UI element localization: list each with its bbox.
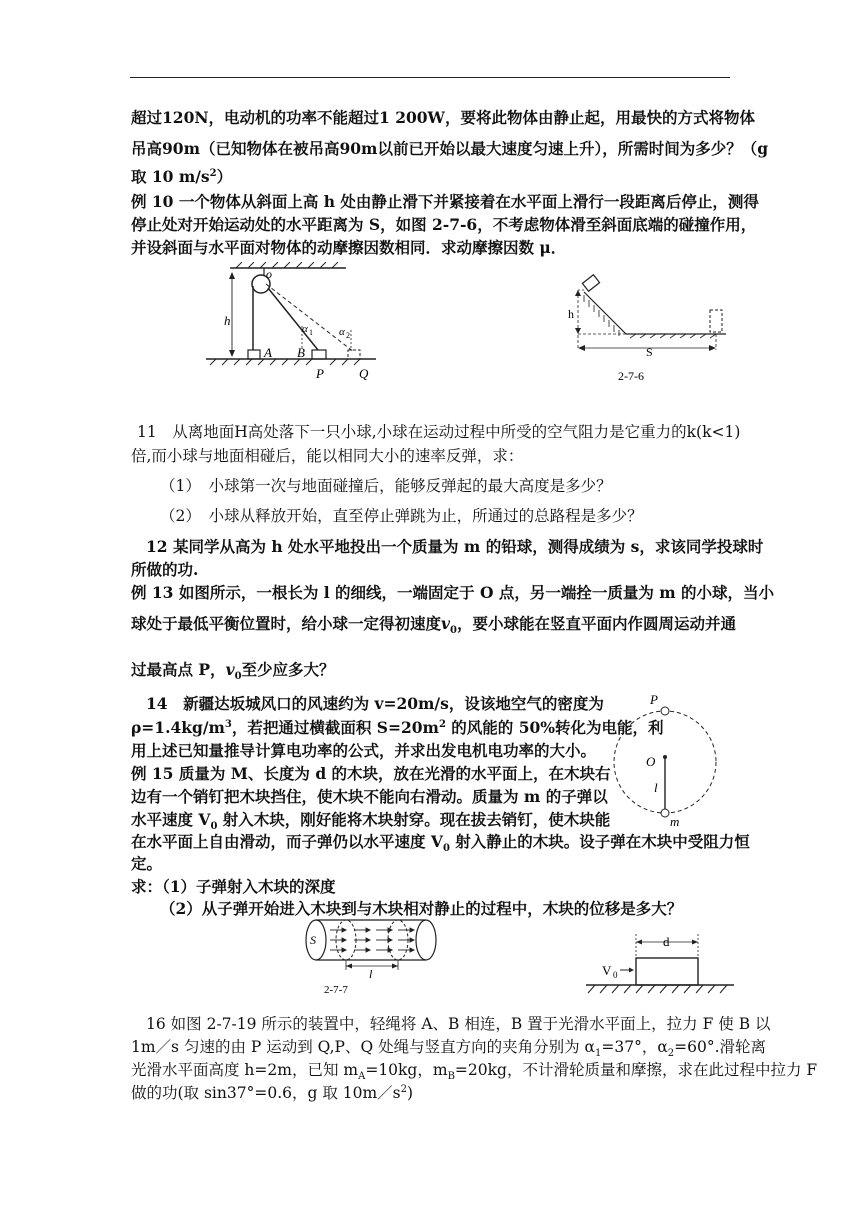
incline-figure xyxy=(556,268,736,386)
problem-14-title: 14 新疆达坂城风口的风速约为 v=20m/s，设该地空气的密度为 xyxy=(146,694,604,713)
label-q: Q xyxy=(359,366,369,381)
circle-figure xyxy=(606,690,724,828)
text-line: 1m／s 匀速的由 P 运动到 Q,P、Q 处绳与竖直方向的夹角分别为 $\alpha_1=37^\circ$，$\alpha_2=60^\circ$.滑轮离 xyxy=(131,1038,767,1060)
block-figure xyxy=(586,930,736,998)
text-line: 倍,而小球与地面相碰后，能以相同大小的速率反弹，求： xyxy=(131,447,524,465)
text-line: 过最高点 P，$v_0$至少应多大？ xyxy=(131,660,335,683)
label-alpha2: α xyxy=(339,326,345,338)
text-line: 并设斜面与水平面对物体的动摩擦因数相同．求动摩擦因数 μ． xyxy=(131,238,567,257)
label-alpha2-sub: 2 xyxy=(346,331,350,340)
label-h: h xyxy=(224,313,231,328)
figure-caption: 2-7-6 xyxy=(618,369,644,383)
label-h: h xyxy=(568,307,574,321)
label-v: V xyxy=(602,963,612,978)
text-line: 边有一个销钉把木块挡住，使木块不能向右滑动。质量为 m 的子弹以 xyxy=(131,787,608,806)
label-alpha1-sub: 1 xyxy=(309,328,313,337)
problem-10-title: 例 10 一个物体从斜面上高 h 处由静止滑下并紧接着在水平面上滑行一段距离后停止，测得 xyxy=(131,192,759,211)
text-line: 取 10 $m/s^2$） xyxy=(131,167,233,186)
label-a: A xyxy=(264,345,272,360)
label-o: o xyxy=(266,267,272,281)
question-1: （1） 小球第一次与地面碰撞后，能够反弹起的最大高度是多少？ xyxy=(160,477,612,495)
tube-figure xyxy=(302,916,444,998)
problem-13-title: 例 13 如图所示，一根长为 l 的细线，一端固定于 O 点，另一端拴一质量为 m 的小球，当小 xyxy=(131,583,775,602)
label-l: l xyxy=(369,967,373,981)
label-d: d xyxy=(663,934,670,949)
label-p: P xyxy=(650,692,658,707)
text-line: 用上述已知量推导计算电功率的公式，并求出发电机电功率的大小。 xyxy=(131,741,597,760)
text-line: 水平速度 $V_0$ 射入木块，刚好能将木块射穿。现在拔去销钉，使木块能 xyxy=(131,810,611,833)
label-s: S xyxy=(310,933,316,947)
figure-caption: 2-7-7 xyxy=(324,984,348,996)
label-v-sub: 0 xyxy=(613,970,618,980)
problem-15-title: 例 15 质量为 M、长度为 d 的木块，放在光滑的水平面上，在木块右 xyxy=(131,764,611,783)
problem-11-title: 11 从离地面H高处落下一只小球,小球在运动过程中所受的空气阻力是它重力的k(k<1) xyxy=(137,423,741,441)
pulley-figure xyxy=(206,262,376,382)
problem-16-title: 16 如图 2-7-19 所示的装置中，轻绳将 A、B 相连，B 置于光滑水平面上，拉力 F 使 B 以 xyxy=(146,1015,771,1033)
problem-12-title: 12 某同学从高为 h 处水平地投出一个质量为 m 的铅球，测得成绩为 s，求该同学投球时 xyxy=(146,537,764,556)
question-2: （2） 小球从释放开始，直至停止弹跳为止，所通过的总路程是多少？ xyxy=(160,507,643,525)
text-line: 吊高90m（已知物体在被吊高90m以前已开始以最大速度匀速上升），所需时间为多少？（g xyxy=(131,139,769,158)
label-p: P xyxy=(316,366,324,381)
label-o: O xyxy=(646,754,656,769)
text-line: 球处于最低平衡位置时，给小球一定得初速度$v_0$，要小球能在竖直平面内作圆周运动并通 xyxy=(131,614,737,637)
label-l: l xyxy=(654,780,658,795)
text-line: 超过120N，电动机的功率不能超过1 200W，要将此物体由静止起，用最快的方式将物体 xyxy=(131,108,755,127)
text-line: 光滑水平面高度 h=2m，已知 $m_A=10kg$，$m_B=20kg$，不计滑轮质量和摩擦，求在此过程中拉力 F xyxy=(131,1061,818,1083)
label-alpha1: α xyxy=(302,323,308,335)
text-line: 在水平面上自由滑动，而子弹仍以水平速度 $V_0$ 射入静止的木块。设子弹在木块中受阻力恒 xyxy=(131,832,750,855)
text-line: 所做的功. xyxy=(131,560,199,579)
text-line: 求：（1）子弹射入木块的深度 xyxy=(131,877,336,896)
text-line: 定。 xyxy=(131,854,163,873)
text-line: 做的功(取 sin37°=0.6，g 取 $10m/s^2$) xyxy=(131,1083,414,1102)
header-rule xyxy=(130,77,730,78)
text-line: 停止处对开始运动处的水平距离为 S，如图 2-7-6，不考虑物体滑至斜面底端的碰撞作用， xyxy=(131,215,757,234)
text-line: $\rho=1.4kg/m^3$，若把通过横截面积 $S=20m^2$ 的风能的 50%转化为电能，利 xyxy=(131,718,664,737)
label-b: B xyxy=(297,345,305,360)
label-s: S xyxy=(646,345,653,359)
text-line: （2）从子弹开始进入木块到与木块相对静止的过程中，木块的位移是多大？ xyxy=(160,899,683,918)
label-m: m xyxy=(670,814,680,828)
